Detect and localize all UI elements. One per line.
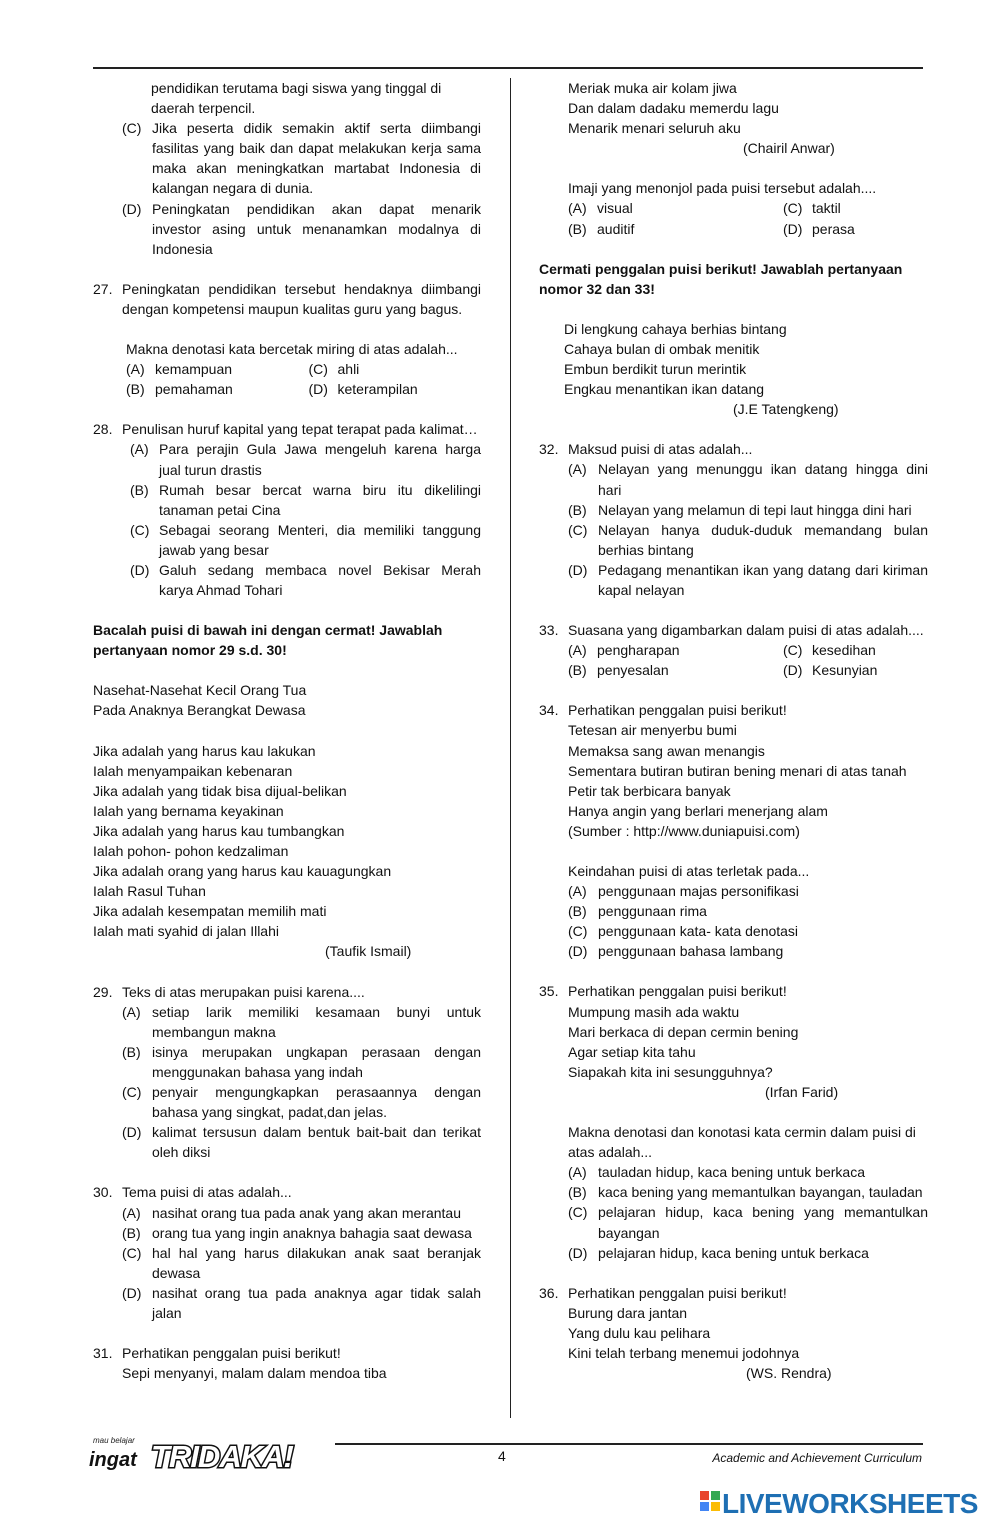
option-b[interactable] xyxy=(126,379,299,399)
option-text: Nelayan yang menunggu ikan datang hingga dini hari xyxy=(598,461,928,498)
poem-line: Mumpung masih ada waktu xyxy=(568,1003,740,1020)
option-text: nasihat orang tua pada anak yang akan merantau xyxy=(152,1204,462,1221)
option-label: (B) xyxy=(568,220,587,237)
question-number: 36. xyxy=(539,1284,559,1301)
option-c[interactable] xyxy=(539,1202,928,1242)
option-c[interactable] xyxy=(93,1243,481,1283)
option-a[interactable] xyxy=(539,881,928,901)
option-text: penggunaan bahasa lambang xyxy=(598,943,784,960)
option-a[interactable] xyxy=(568,198,773,218)
option-text: kalimat tersusun dalam bentuk bait-bait dan terikat oleh diksi xyxy=(152,1124,481,1161)
question-34 xyxy=(539,700,928,720)
poem-title-line: Nasehat-Nasehat Kecil Orang Tua xyxy=(93,682,307,699)
option-label: (A) xyxy=(568,200,587,217)
question-text: Peningkatan pendidikan tersebut hendaknya diimbangi dengan kompetensi maupun kualitas guru yang bagus. xyxy=(122,280,481,317)
option-text: penggunaan majas personifikasi xyxy=(598,883,799,900)
option-text: kemampuan xyxy=(155,361,233,378)
poem-line: Sementara butiran butiran bening menari di atas tanah xyxy=(568,762,907,779)
option-label: (C) xyxy=(783,642,803,659)
option-b[interactable] xyxy=(539,1182,928,1202)
option-label: (B) xyxy=(568,662,587,679)
option-a[interactable] xyxy=(93,439,481,479)
option-text: tauladan hidup, kaca bening untuk berkaca xyxy=(598,1164,865,1181)
question-text: Penulisan huruf kapital yang tepat terapat pada kalimat… xyxy=(122,421,478,438)
question-29 xyxy=(93,982,481,1002)
option-c[interactable] xyxy=(93,520,481,560)
option-c[interactable] xyxy=(783,640,928,660)
option-b[interactable] xyxy=(93,480,481,520)
option-label: (C) xyxy=(568,521,588,538)
poem-line: Hanya angin yang berlari menerjang alam xyxy=(568,802,828,819)
option-text: ahli xyxy=(337,361,360,378)
liveworksheets-watermark xyxy=(700,1487,995,1519)
option-label: (C) xyxy=(783,200,803,217)
question-number: 33. xyxy=(539,622,559,639)
liveworksheets-logo-icon xyxy=(700,1491,720,1511)
option-label: (D) xyxy=(130,561,150,578)
tridaka-logo xyxy=(87,1432,332,1478)
option-text: pemahaman xyxy=(155,381,233,398)
option-text: Galuh sedang membaca novel Bekisar Merah karya Ahmad Tohari xyxy=(159,561,481,599)
question-prompt: Makna denotasi kata bercetak miring di atas adalah... xyxy=(126,341,458,358)
poem-line: Embun berdikit turun merintik xyxy=(564,361,747,378)
option-text: nasihat orang tua pada anaknya agar tidak salah jalan xyxy=(152,1284,481,1321)
option-a[interactable] xyxy=(93,1002,481,1042)
option-label: (C) xyxy=(568,923,588,940)
poem-source: (Sumber : http://www.duniapuisi.com) xyxy=(568,822,800,839)
footer-rule xyxy=(335,1443,923,1445)
instruction-29-30: Bacalah puisi di bawah ini dengan cermat! Jawablah pertanyaan nomor 29 s.d. 30! xyxy=(93,622,443,659)
option-b[interactable] xyxy=(93,1042,481,1082)
question-prompt: Imaji yang menonjol pada puisi tersebut adalah.... xyxy=(568,180,877,197)
option-text: penggunaan kata- kata denotasi xyxy=(598,923,799,940)
option-text: pengharapan xyxy=(597,642,680,659)
option-d[interactable] xyxy=(539,1243,928,1263)
option-label: (D) xyxy=(568,943,588,960)
option-d[interactable] xyxy=(783,219,928,239)
option-label: (A) xyxy=(568,642,587,659)
question-35 xyxy=(539,981,928,1001)
poem-line: Ialah yang bernama keyakinan xyxy=(93,802,284,819)
right-column xyxy=(539,78,928,1383)
option-text: Peningkatan pendidikan akan dapat menarik investor asing untuk menanamkan modalnya di Indonesia xyxy=(152,200,481,257)
option-c[interactable] xyxy=(93,1082,481,1122)
option-c[interactable] xyxy=(539,520,928,560)
option-text: penggunaan rima xyxy=(598,903,707,920)
option-text: perasa xyxy=(812,220,855,237)
option-label: (C) xyxy=(122,1084,142,1101)
option-d[interactable] xyxy=(539,560,928,600)
poem-line: Siapakah kita ini sesungguhnya? xyxy=(568,1063,773,1080)
instruction-32-33: Cermati penggalan puisi berikut! Jawablah pertanyaan nomor 32 dan 33! xyxy=(539,260,903,297)
option-label: (A) xyxy=(130,441,149,458)
option-label: (D) xyxy=(308,381,328,398)
option-label: (C) xyxy=(122,1244,142,1261)
curriculum-label: Academic and Achievement Curriculum xyxy=(712,1451,922,1465)
question-32 xyxy=(539,439,928,459)
option-label: (B) xyxy=(122,1224,141,1241)
top-rule xyxy=(93,67,923,69)
option-label: (B) xyxy=(126,381,145,398)
option-label: (C) xyxy=(130,521,150,538)
poem-line: Burung dara jantan xyxy=(568,1304,688,1321)
poem-line: Meriak muka air kolam jiwa xyxy=(568,80,737,96)
question-31 xyxy=(93,1343,481,1363)
options-31 xyxy=(539,198,928,238)
poem-line: Agar setiap kita tahu xyxy=(568,1043,696,1060)
continued-line: pendidikan terutama bagi siswa yang tinggal di xyxy=(151,80,442,96)
option-label: (A) xyxy=(568,883,587,900)
option-text: keterampilan xyxy=(337,381,418,398)
continued-line: daerah terpencil. xyxy=(151,100,256,117)
option-label: (C) xyxy=(308,361,328,378)
option-label: (C) xyxy=(122,120,142,137)
option-c[interactable] xyxy=(309,359,482,379)
option-text: penyesalan xyxy=(597,662,669,679)
option-text: Jika peserta didik semakin aktif serta diimbangi fasilitas yang baik dan dapat melakukan kerja sama maka akan meningkatkan martabat Indonesia di kalangan negara di dunia. xyxy=(152,120,481,197)
option-text: isinya merupakan ungkapan perasaan dengan menggunakan bahasa yang indah xyxy=(152,1043,481,1080)
option-label: (A) xyxy=(122,1003,141,1020)
options-27 xyxy=(93,359,481,399)
option-text: setiap larik memiliki kesamaan bunyi untuk membangun makna xyxy=(152,1003,481,1040)
question-number: 27. xyxy=(93,280,113,297)
question-text: Perhatikan penggalan puisi berikut! xyxy=(568,702,787,719)
poem-author: (Taufik Ismail) xyxy=(325,943,412,960)
option-label: (B) xyxy=(568,1184,587,1201)
question-number: 31. xyxy=(93,1345,113,1362)
poem-line: Di lengkung cahaya berhias bintang xyxy=(564,320,787,337)
question-number: 29. xyxy=(93,983,113,1000)
question-prompt: Makna denotasi dan konotasi kata cermin dalam puisi di atas adalah... xyxy=(568,1124,916,1161)
option-label: (B) xyxy=(568,501,587,518)
option-label: (D) xyxy=(568,1244,588,1261)
option-label: (D) xyxy=(122,1284,142,1301)
poem-author: (Irfan Farid) xyxy=(765,1083,839,1100)
question-28 xyxy=(93,419,481,439)
option-text: penyair mengungkapkan perasaannya dengan bahasa yang singkat, padat,dan jelas. xyxy=(152,1084,481,1121)
poem-line: Ialah mati syahid di jalan Illahi xyxy=(93,923,279,940)
logo-ingat-text: ingat xyxy=(89,1449,137,1471)
question-36 xyxy=(539,1283,928,1303)
poem-line: Sepi menyanyi, malam dalam mendoa tiba xyxy=(122,1365,387,1382)
option-c[interactable] xyxy=(783,198,928,218)
poem-line: Dan dalam dadaku memerdu lagu xyxy=(568,100,779,117)
option-b[interactable] xyxy=(539,500,928,520)
poem-line: Petir tak berbicara banyak xyxy=(568,782,731,799)
question-text: Teks di atas merupakan puisi karena.... xyxy=(122,983,365,1000)
option-text: kesedihan xyxy=(812,642,876,659)
logo-small-text: mau belajar xyxy=(93,1436,135,1445)
poem-line: Jika adalah orang yang harus kau kauagungkan xyxy=(93,863,392,880)
poem-line: Jika adalah yang tidak bisa dijual-belikan xyxy=(93,782,347,799)
poem-author: (WS. Rendra) xyxy=(746,1365,832,1382)
option-text: Nelayan yang melamun di tepi laut hingga dini hari xyxy=(598,501,912,518)
option-text: orang tua yang ingin anaknya bahagia saat dewasa xyxy=(152,1224,472,1241)
option-label: (D) xyxy=(783,662,803,679)
option-text: Sebagai seorang Menteri, dia memiliki tanggung jawab yang besar xyxy=(159,521,481,558)
option-label: (A) xyxy=(568,461,587,478)
question-text: Tema puisi di atas adalah... xyxy=(122,1184,292,1201)
column-divider xyxy=(510,78,511,1418)
option-label: (B) xyxy=(568,903,587,920)
option-label: (A) xyxy=(568,1164,587,1181)
option-c[interactable] xyxy=(539,921,928,941)
option-text: auditif xyxy=(597,220,635,237)
page-number: 4 xyxy=(498,1448,506,1464)
logo-brand-text: TRIDAKA! xyxy=(151,1439,293,1474)
option-text: visual xyxy=(597,200,633,217)
option-text: pelajaran hidup, kaca bening untuk berkaca xyxy=(598,1244,869,1261)
left-column xyxy=(93,78,481,1383)
option-b[interactable] xyxy=(93,1223,481,1243)
option-d[interactable] xyxy=(539,941,928,961)
option-d[interactable] xyxy=(93,1122,481,1162)
question-prompt: Keindahan puisi di atas terletak pada... xyxy=(568,863,810,879)
question-number: 30. xyxy=(93,1184,113,1201)
question-33 xyxy=(539,620,928,640)
option-d[interactable] xyxy=(93,560,481,600)
option-label: (D) xyxy=(568,561,588,578)
option-a[interactable] xyxy=(93,1203,481,1223)
question-number: 35. xyxy=(539,983,559,1000)
poem-line: Cahaya bulan di ombak menitik xyxy=(564,340,760,357)
option-d[interactable] xyxy=(93,1283,481,1323)
question-text: Perhatikan penggalan puisi berikut! xyxy=(568,1284,787,1301)
option-a[interactable] xyxy=(126,359,299,379)
option-label: (B) xyxy=(122,1043,141,1060)
question-number: 28. xyxy=(93,421,113,438)
option-d[interactable] xyxy=(309,379,482,399)
poem-line: Kini telah terbang menemui jodohnya xyxy=(568,1344,800,1361)
option-label: (A) xyxy=(122,1204,141,1221)
question-text: Perhatikan penggalan puisi berikut! xyxy=(122,1345,341,1362)
option-b[interactable] xyxy=(568,660,773,680)
option-c[interactable] xyxy=(93,118,481,198)
poem-line: Engkau menantikan ikan datang xyxy=(564,381,765,398)
option-text: kaca bening yang memantulkan bayangan, tauladan xyxy=(598,1184,923,1201)
option-text: Rumah besar bercat warna biru itu dikelilingi tanaman petai Cina xyxy=(159,481,481,518)
poem-line: Memaksa sang awan menangis xyxy=(568,742,765,759)
poem-author: (J.E Tatengkeng) xyxy=(733,401,839,418)
option-label: (D) xyxy=(122,1124,142,1141)
poem-title-line: Pada Anaknya Berangkat Dewasa xyxy=(93,702,306,719)
poem-line: Ialah menyampaikan kebenaran xyxy=(93,762,293,779)
option-d[interactable] xyxy=(93,199,481,259)
option-text: Nelayan hanya duduk-duduk memandang bulan berhias bintang xyxy=(598,521,928,558)
poem-line: Yang dulu kau pelihara xyxy=(568,1324,711,1341)
option-text: hal hal yang harus dilakukan anak saat beranjak dewasa xyxy=(152,1244,481,1281)
continued-option-b xyxy=(93,78,481,118)
option-label: (C) xyxy=(568,1204,588,1221)
poem-line: Jika adalah yang harus kau lakukan xyxy=(93,742,316,759)
option-text: pelajaran hidup, kaca bening yang memantulkan bayangan xyxy=(598,1204,928,1241)
poem-line: Ialah pohon- pohon kedzaliman xyxy=(93,843,289,859)
option-text: Kesunyian xyxy=(812,662,878,679)
option-label: (A) xyxy=(126,361,145,378)
option-d[interactable] xyxy=(783,660,928,680)
poem-line: Mari berkaca di depan cermin bening xyxy=(568,1023,799,1040)
option-a[interactable] xyxy=(539,1162,928,1182)
option-text: taktil xyxy=(812,200,841,217)
poem-author: (Chairil Anwar) xyxy=(743,140,835,157)
question-text: Perhatikan penggalan puisi berikut! xyxy=(568,983,787,1000)
question-27 xyxy=(93,279,481,319)
question-30 xyxy=(93,1182,481,1202)
option-b[interactable] xyxy=(539,901,928,921)
question-number: 32. xyxy=(539,441,559,458)
option-text: Para perajin Gula Jawa mengeluh karena harga jual turun drastis xyxy=(159,441,481,478)
option-text: Pedagang menantikan ikan yang datang dari kiriman kapal nelayan xyxy=(598,561,928,598)
option-a[interactable] xyxy=(568,640,773,660)
question-text: Suasana yang digambarkan dalam puisi di atas adalah.... xyxy=(568,622,924,639)
poem-line: Ialah Rasul Tuhan xyxy=(93,883,206,900)
poem-line: Menarik menari seluruh aku xyxy=(568,120,741,137)
question-text: Maksud puisi di atas adalah... xyxy=(568,441,753,458)
watermark-text: LIVEWORKSHEETS xyxy=(722,1488,978,1519)
poem-line: Jika adalah yang harus kau tumbangkan xyxy=(93,822,345,839)
question-number: 34. xyxy=(539,702,559,719)
option-label: (D) xyxy=(122,200,142,217)
option-label: (D) xyxy=(783,220,803,237)
poem-line: Jika adalah kesempatan memilih mati xyxy=(93,903,327,920)
options-33 xyxy=(539,640,928,680)
option-a[interactable] xyxy=(539,459,928,499)
poem-line: Tetesan air menyerbu bumi xyxy=(568,722,737,739)
option-b[interactable] xyxy=(568,219,773,239)
option-label: (B) xyxy=(130,481,149,498)
